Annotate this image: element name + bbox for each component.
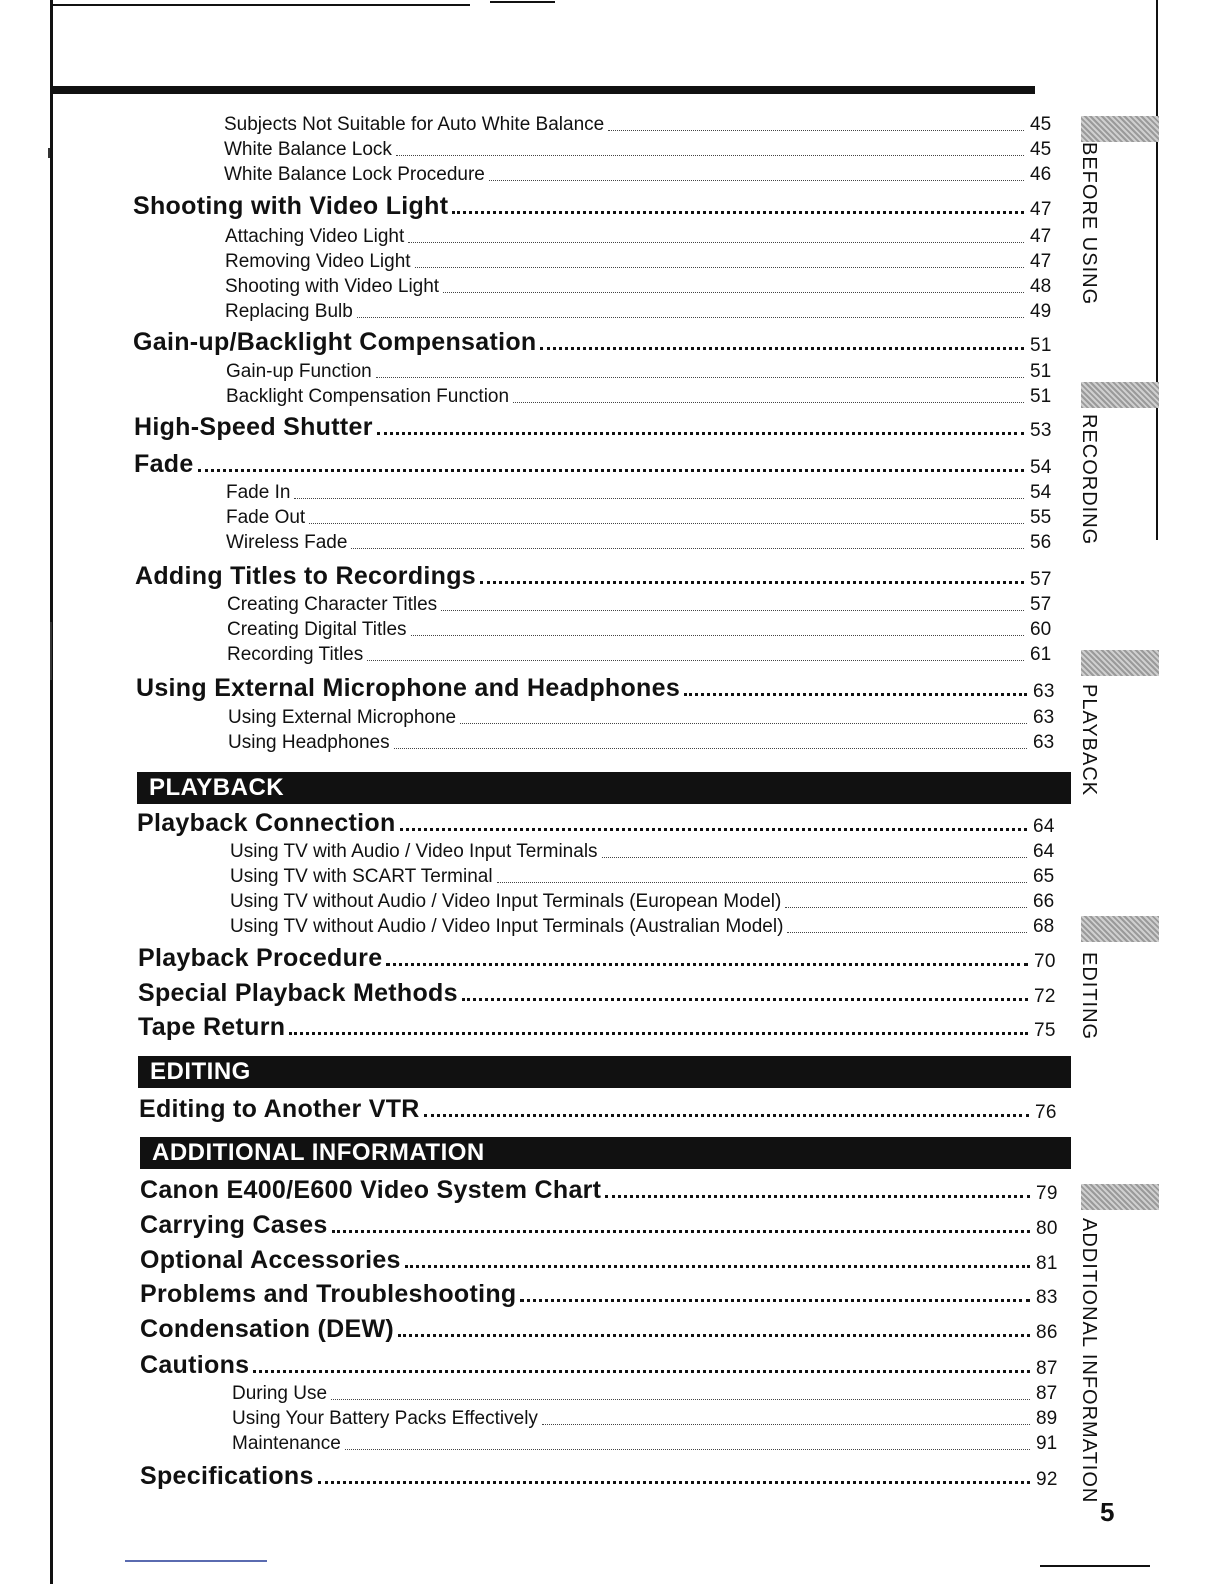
dot-leader [294, 498, 1024, 499]
toc-entry[interactable] [228, 732, 1063, 754]
toc-heading-page: 53 [1030, 420, 1052, 441]
toc-entry[interactable] [225, 276, 1060, 298]
toc-heading-page: 64 [1033, 816, 1055, 837]
toc-heading-page: 83 [1036, 1287, 1058, 1308]
toc-entry[interactable] [226, 507, 1060, 529]
toc-entry[interactable] [224, 139, 1060, 161]
dot-leader [289, 1032, 1028, 1035]
toc-heading[interactable] [136, 674, 1063, 703]
dot-leader [332, 1230, 1030, 1233]
toc-entry-title: Using External Microphone [228, 707, 457, 728]
toc-entry-title: Fade Out [226, 507, 306, 528]
toc-heading-page: 51 [1030, 335, 1052, 356]
toc-entry-title: Subjects Not Suitable for Auto White Balance [224, 114, 605, 135]
dot-leader [787, 932, 1027, 933]
toc-entry-title: Using TV with SCART Terminal [230, 866, 493, 887]
dot-leader [377, 432, 1024, 435]
dot-leader [462, 998, 1028, 1001]
toc-heading[interactable] [138, 944, 1064, 973]
dot-leader [497, 882, 1027, 883]
dot-leader [309, 523, 1024, 524]
dot-leader [602, 857, 1027, 858]
toc-entry-page: 51 [1030, 386, 1052, 407]
toc-heading[interactable] [134, 413, 1060, 442]
toc-entry[interactable] [232, 1383, 1066, 1405]
toc-heading-page: 81 [1036, 1253, 1058, 1274]
toc-entry-page: 65 [1033, 866, 1055, 887]
dot-leader [542, 1424, 1030, 1425]
side-tab-editing[interactable]: EDITING [1078, 952, 1100, 1041]
toc-heading[interactable] [134, 450, 1060, 479]
toc-heading-title: Using External Microphone and Headphones [136, 674, 681, 702]
dot-leader [376, 377, 1024, 378]
toc-entry-title: Using TV without Audio / Video Input Terminals (Australian Model) [230, 916, 784, 937]
toc-heading-title: Problems and Troubleshooting [140, 1280, 517, 1308]
toc-entry[interactable] [224, 114, 1060, 136]
toc-heading-page: 79 [1036, 1183, 1058, 1204]
toc-heading[interactable] [140, 1280, 1066, 1309]
toc-entry[interactable] [226, 386, 1060, 408]
toc-entry[interactable] [226, 532, 1060, 554]
toc-heading[interactable] [133, 328, 1060, 357]
toc-heading-page: 47 [1030, 199, 1052, 220]
toc-heading[interactable] [133, 192, 1060, 221]
section-bar-editing [138, 1056, 1071, 1088]
dot-leader [443, 292, 1024, 293]
dot-leader [513, 402, 1024, 403]
dot-leader [345, 1449, 1030, 1450]
dot-leader [520, 1299, 1030, 1302]
toc-entry-page: 57 [1030, 594, 1052, 615]
toc-heading-page: 72 [1034, 986, 1056, 1007]
dot-leader [357, 317, 1024, 318]
toc-heading-page: 75 [1034, 1020, 1056, 1041]
toc-entry[interactable] [225, 226, 1060, 248]
dot-leader [452, 211, 1024, 214]
toc-heading[interactable] [140, 1176, 1066, 1205]
toc-entry-title: Removing Video Light [225, 251, 411, 272]
toc-entry-page: 45 [1030, 139, 1052, 160]
toc-entry-page: 48 [1030, 276, 1052, 297]
side-tab-additional-information[interactable]: ADDITIONAL INFORMATION [1078, 1218, 1100, 1504]
dot-leader [408, 242, 1024, 243]
toc-heading[interactable] [139, 1095, 1065, 1124]
toc-entry[interactable] [225, 251, 1060, 273]
side-tab-playback[interactable]: PLAYBACK [1078, 684, 1100, 797]
dot-leader [785, 907, 1027, 908]
toc-entry-page: 91 [1036, 1433, 1058, 1454]
toc-heading[interactable] [140, 1351, 1066, 1380]
dot-leader [489, 180, 1024, 181]
toc-heading-title: Condensation (DEW) [140, 1315, 394, 1343]
dot-leader [253, 1370, 1030, 1373]
tab-marker-recording [1081, 382, 1159, 408]
toc-entry-title: White Balance Lock [224, 139, 392, 160]
section-label-playback: PLAYBACK [145, 774, 288, 802]
toc-entry-page: 45 [1030, 114, 1052, 135]
toc-heading-page: 63 [1033, 681, 1055, 702]
toc-entry[interactable] [230, 891, 1063, 913]
dot-leader [605, 1195, 1030, 1198]
dot-leader [367, 660, 1024, 661]
toc-entry-title: Recording Titles [227, 644, 364, 665]
toc-entry[interactable] [230, 866, 1063, 888]
toc-heading[interactable] [140, 1315, 1066, 1344]
toc-entry-title: Creating Digital Titles [227, 619, 407, 640]
toc-entry[interactable] [224, 164, 1060, 186]
toc-entry-page: 47 [1030, 226, 1052, 247]
toc-entry-page: 89 [1036, 1408, 1058, 1429]
toc-entry-page: 63 [1033, 732, 1055, 753]
dot-leader [540, 347, 1024, 350]
dot-leader [394, 748, 1027, 749]
dot-leader [460, 723, 1027, 724]
toc-entry-title: Replacing Bulb [225, 301, 353, 322]
dot-leader [480, 581, 1024, 584]
dot-leader [608, 130, 1024, 131]
toc-entry[interactable] [227, 619, 1060, 641]
toc-heading-title: Specifications [140, 1462, 314, 1490]
dot-leader [198, 469, 1024, 472]
dot-leader [405, 1265, 1030, 1268]
toc-entry[interactable] [226, 361, 1060, 383]
toc-entry-page: 61 [1030, 644, 1052, 665]
side-tab-recording[interactable]: RECORDING [1078, 414, 1100, 546]
dot-leader [441, 610, 1024, 611]
toc-heading-title: High-Speed Shutter [134, 413, 373, 441]
dot-leader [318, 1481, 1030, 1484]
toc-entry-page: 63 [1033, 707, 1055, 728]
toc-entry-title: During Use [232, 1383, 328, 1404]
toc-entry[interactable] [232, 1433, 1066, 1455]
section-bar-playback [137, 772, 1071, 804]
dot-leader [424, 1114, 1029, 1117]
toc-heading-page: 87 [1036, 1358, 1058, 1379]
dot-leader [684, 693, 1027, 696]
toc-heading-title: Playback Procedure [138, 944, 383, 972]
toc-heading-page: 57 [1030, 569, 1052, 590]
toc-entry-title: Shooting with Video Light [225, 276, 440, 297]
toc-entry[interactable] [227, 644, 1060, 666]
toc-heading-title: Canon E400/E600 Video System Chart [140, 1176, 602, 1204]
toc-entry[interactable] [230, 841, 1063, 863]
toc-heading[interactable] [138, 979, 1064, 1008]
tab-marker-before-using [1081, 116, 1159, 142]
toc-heading-page: 76 [1035, 1102, 1057, 1123]
toc-heading[interactable] [140, 1246, 1066, 1275]
tab-marker-additional-information [1081, 1184, 1159, 1210]
bottom-rule-left [125, 1560, 267, 1562]
toc-heading-title: Cautions [140, 1351, 250, 1379]
toc-heading-page: 70 [1034, 951, 1056, 972]
toc-entry-title: Backlight Compensation Function [226, 386, 510, 407]
toc-heading-page: 86 [1036, 1322, 1058, 1343]
toc-entry[interactable] [232, 1408, 1066, 1430]
toc-entry-title: Maintenance [232, 1433, 341, 1454]
toc-entry-page: 64 [1033, 841, 1055, 862]
toc-entry-title: Wireless Fade [226, 532, 348, 553]
toc-heading-page: 54 [1030, 457, 1052, 478]
toc-entry-page: 47 [1030, 251, 1052, 272]
toc-entry[interactable] [227, 594, 1060, 616]
toc-entry-title: Fade In [226, 482, 291, 503]
toc-heading-title: Adding Titles to Recordings [135, 562, 476, 590]
toc-entry-title: Gain-up Function [226, 361, 372, 382]
toc-entry-page: 54 [1030, 482, 1052, 503]
section-bar-additional-information [140, 1137, 1071, 1169]
toc-heading-title: Special Playback Methods [138, 979, 458, 1007]
toc-entry-title: Using Headphones [228, 732, 390, 753]
toc-entry-title: White Balance Lock Procedure [224, 164, 485, 185]
toc-heading-title: Editing to Another VTR [139, 1095, 420, 1123]
dot-leader [396, 155, 1024, 156]
dot-leader [411, 635, 1024, 636]
toc-entry-page: 87 [1036, 1383, 1058, 1404]
dot-leader [331, 1399, 1030, 1400]
toc-entry[interactable] [226, 482, 1060, 504]
toc-entry-title: Attaching Video Light [225, 226, 405, 247]
toc-entry-title: Using Your Battery Packs Effectively [232, 1408, 538, 1429]
toc-entry-page: 66 [1033, 891, 1055, 912]
dot-leader [386, 963, 1028, 966]
section-label-additional-information: ADDITIONAL INFORMATION [148, 1139, 489, 1167]
toc-heading-title: Tape Return [138, 1013, 286, 1041]
toc-heading[interactable] [140, 1211, 1066, 1240]
toc-heading[interactable] [140, 1462, 1066, 1491]
toc-entry-page: 46 [1030, 164, 1052, 185]
toc-heading-title: Gain-up/Backlight Compensation [133, 328, 537, 356]
section-label-editing: EDITING [146, 1058, 255, 1086]
toc-heading-title: Fade [134, 450, 194, 478]
dot-leader [398, 1334, 1030, 1337]
dot-leader [415, 267, 1024, 268]
toc-entry[interactable] [228, 707, 1063, 729]
toc-heading-title: Carrying Cases [140, 1211, 328, 1239]
toc-heading-page: 92 [1036, 1469, 1058, 1490]
toc-entry-page: 68 [1033, 916, 1055, 937]
toc-entry[interactable] [225, 301, 1060, 323]
toc-heading[interactable] [137, 809, 1063, 838]
toc-heading-title: Shooting with Video Light [133, 192, 449, 220]
toc-heading[interactable] [135, 562, 1060, 591]
toc-entry-title: Creating Character Titles [227, 594, 438, 615]
side-tab-before-using[interactable]: BEFORE USING [1078, 142, 1100, 306]
toc-entry-title: Using TV without Audio / Video Input Terminals (European Model) [230, 891, 782, 912]
toc-entry-page: 49 [1030, 301, 1052, 322]
toc-entry-title: Using TV with Audio / Video Input Terminals [230, 841, 598, 862]
toc-entry[interactable] [230, 916, 1063, 938]
page-number: 5 [1100, 1497, 1115, 1527]
toc-heading-page: 80 [1036, 1218, 1058, 1239]
toc-heading-title: Playback Connection [137, 809, 396, 837]
toc-heading-title: Optional Accessories [140, 1246, 401, 1274]
bottom-rule-right [1040, 1565, 1150, 1567]
tab-marker-editing [1081, 916, 1159, 942]
toc-entry-page: 55 [1030, 507, 1052, 528]
dot-leader [400, 828, 1027, 831]
toc-heading[interactable] [138, 1013, 1064, 1042]
tab-marker-playback [1081, 650, 1159, 676]
toc-entry-page: 60 [1030, 619, 1052, 640]
toc-entry-page: 51 [1030, 361, 1052, 382]
dot-leader [351, 548, 1024, 549]
toc-entry-page: 56 [1030, 532, 1052, 553]
